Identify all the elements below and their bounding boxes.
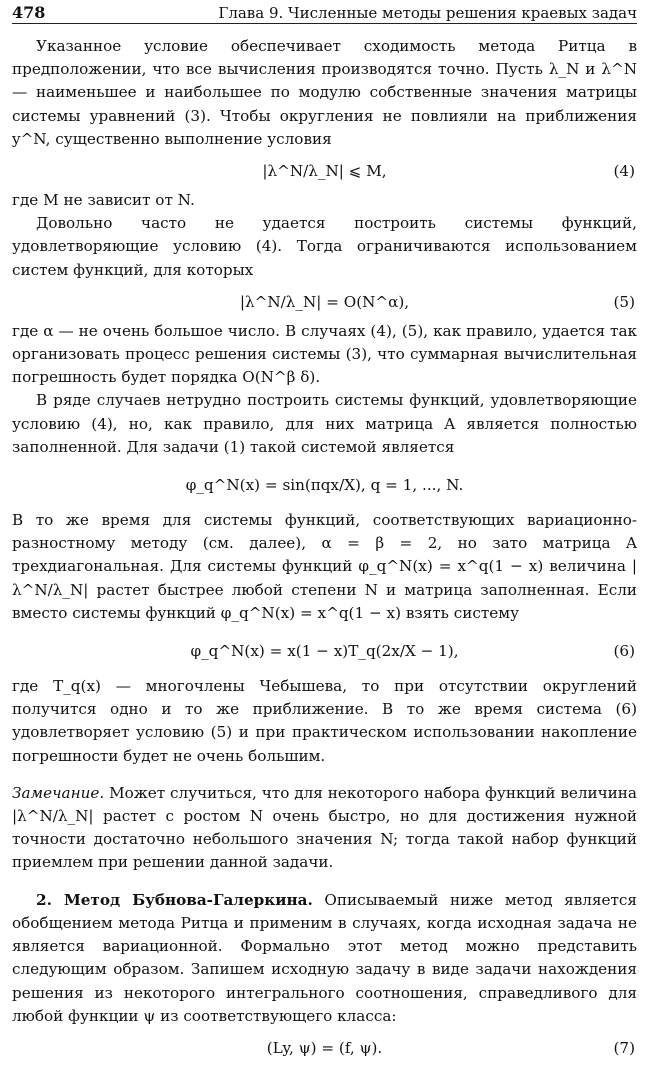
paragraph-m-independent: где M не зависит от N. (12, 191, 195, 210)
remark-label: Замечание. (12, 783, 105, 802)
paragraph-function-systems: Довольно часто не удается построить системы функций, удовлетворяющие условию (4). Тогда ограничиваются использованием систем функций, для которых (12, 214, 637, 279)
paragraph-variational-difference: В то же время для системы функций, соответствующих вариационно-разностному методу (см. далее), α = β = 2, но зато матрица A трехдиагональная. Для системы функций φ_q^N(x) = x^q(1 − x) величина |λ^N/λ_N| растет быстрее любой степени N и матрица заполненная. Если вместо системы функций φ_q^N(x) = x^q(1 − x) взять систему (12, 511, 637, 622)
section-title: 2. Метод Бубнова-Галеркина. (36, 890, 313, 909)
page-number: 478 (12, 3, 46, 22)
equation-4 (12, 158, 637, 184)
equation-6-number: (6) (613, 642, 635, 661)
paragraph-full-matrix: В ряде случаев нетрудно построить системы функций, удовлетворяющие условию (4), но, как правило, для них матрица A является полностью заполненной. Для задачи (1) такой системой является (12, 391, 637, 456)
equation-4-number: (4) (613, 162, 635, 181)
running-title: Глава 9. Численные методы решения краевых задач (218, 4, 637, 22)
equation-5-formula: |λ^N/λ_N| = O(N^α), (239, 292, 410, 311)
equation-7-formula: (Ly, ψ) = (f, ψ). (266, 1038, 383, 1057)
spacer (12, 768, 637, 782)
remark-paragraph (12, 782, 637, 875)
equation-4-formula: |λ^N/λ_N| ⩽ M, (262, 162, 387, 181)
equation-6 (12, 635, 637, 667)
equation-5 (12, 289, 637, 315)
equation-7-number: (7) (613, 1038, 635, 1057)
page-header (12, 3, 637, 24)
equation-7 (12, 1035, 637, 1061)
book-page (12, 0, 637, 1057)
paragraph-chebyshev: где T_q(x) — многочлены Чебышева, то при отсутствии округлений получится одно и то же приближение. В то же время система (6) удовлетворяет условию (5) и при практическом использовании накопление погрешности будет не очень большим. (12, 677, 637, 765)
section-galerkin-paragraph (12, 889, 637, 1028)
section-text: Описываемый ниже метод является обобщением метода Ритца и применим в случаях, когда исходная задача не является вариационной. Формально этот метод можно представить следующим образом. Запишем исходную задачу в виде задачи нахождения решения из некоторого интегрального соотношения, справедливого для любой функции ψ из соответствующего класса: (12, 890, 637, 1025)
equation-6-formula: φ_q^N(x) = x(1 − x)T_q(2x/X − 1), (190, 642, 459, 661)
equation-sin-formula: φ_q^N(x) = sin(πqx/X), q = 1, ..., N. (185, 476, 464, 495)
spacer (12, 875, 637, 889)
equation-sin-basis (12, 469, 637, 501)
remark-text: Может случиться, что для некоторого набора функций величина |λ^N/λ_N| растет с ростом N очень быстро, но для достижения нужной точности достаточно небольшого значения N; тогда такой набор функций приемлем при решении данной задачи. (12, 783, 637, 872)
paragraph-alpha: где α — не очень большое число. В случаях (4), (5), как правило, удается так организовать процесс решения системы (3), что суммарная вычислительная погрешность будет порядка O(N^β δ). (12, 321, 637, 387)
page-content (12, 35, 637, 1066)
paragraph-ritz-convergence: Указанное условие обеспечивает сходимость метода Ритца в предположении, что все вычисления производятся точно. Пусть λ_N и λ^N — наименьшее и наибольшее по модулю собственные значения матрицы системы уравнений (3). Чтобы округления не повлияли на приближения y^N, существенно выполнение условия (12, 37, 637, 148)
equation-5-number: (5) (613, 292, 635, 311)
